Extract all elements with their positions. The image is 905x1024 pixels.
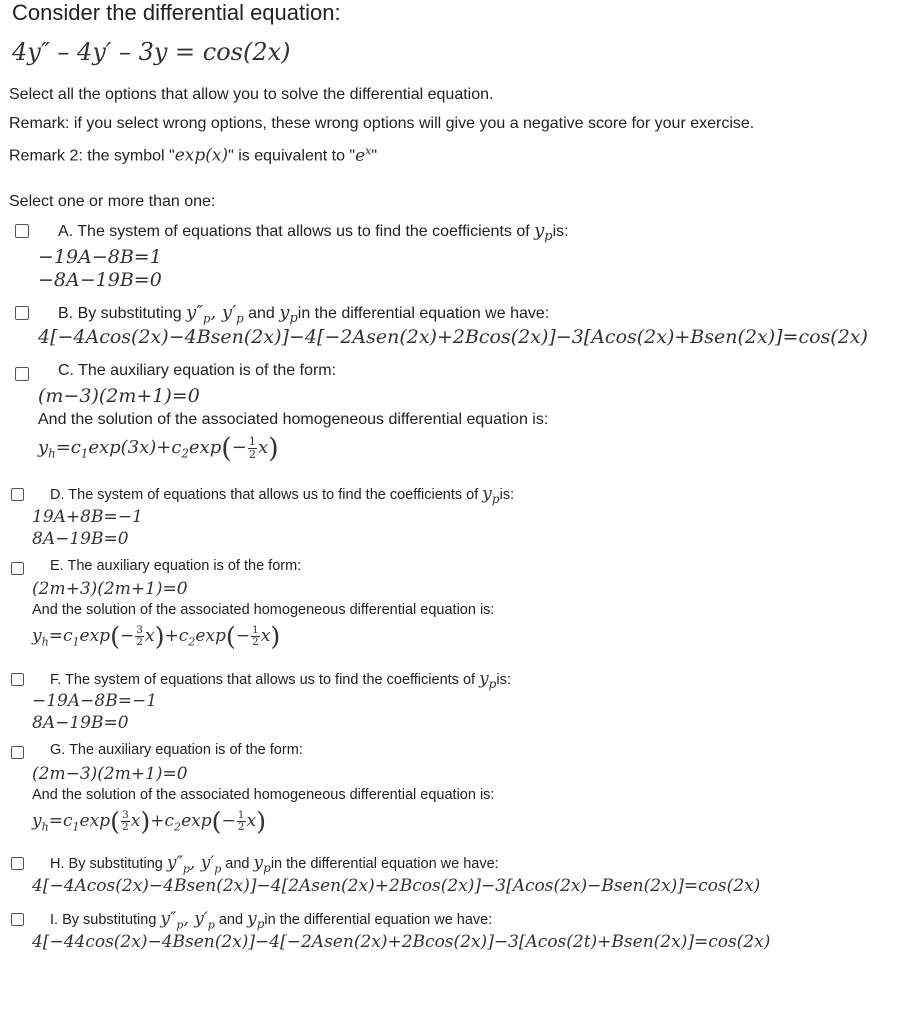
remark2-prefix: Remark 2: the symbol " <box>9 147 175 165</box>
select-label: Select one or more than one: <box>9 193 216 210</box>
option-d-text: D. The system of equations that allows us to find the coefficients of $y_pis$: <box>50 484 515 506</box>
option-c-aux: (m−3)(2m+1)=0 <box>38 385 200 407</box>
checkbox-c[interactable] <box>15 367 29 381</box>
option-b-text: B. By substituting $y''_p$, $y'_p$ and $y_pin$ the differential equation we have: <box>58 302 550 326</box>
option-i-text: I. By substituting $y''_p$, $y'_p$ and $y_pin$ the differential equation we have: <box>50 909 493 932</box>
option-g-hom-text: And the solution of the associated homogeneous differential equation is: <box>32 787 495 803</box>
checkbox-f[interactable] <box>11 673 24 686</box>
option-b-eq: 4[−4Acos(2x)−4Bsen(2x)]−4[−2Asen(2x)+2Bcos(2x)]−3[Acos(2x)+Bsen(2x)]=cos(2x) <box>38 326 868 348</box>
instruction-line-1: Select all the options that allow you to solve the differential equation. <box>9 86 494 103</box>
option-c-text: C. The auxiliary equation is of the form: <box>58 362 337 379</box>
checkbox-h[interactable] <box>11 857 24 870</box>
option-h-text: H. By substituting $y''_p$, $y'_p$ and $y_pin$ the differential equation we have: <box>50 853 499 876</box>
checkbox-d[interactable] <box>11 488 24 501</box>
option-e-solution: $y_h=c_1\exp(-$ $\frac{3}{2}$ $x)+c_2\exp(-$ $\frac{1}{2}$ x) <box>32 622 281 652</box>
checkbox-g[interactable] <box>11 746 24 759</box>
main-equation: 4y″ – 4y′ – 3y = cos(2x) <box>12 38 291 66</box>
e-power-symbol: $e^x$ <box>355 144 372 166</box>
option-e-hom-text: And the solution of the associated homogeneous differential equation is: <box>32 602 495 618</box>
checkbox-e[interactable] <box>11 562 24 575</box>
checkbox-b[interactable] <box>15 306 29 320</box>
option-g-aux: (2m−3)(2m+1)=0 <box>32 764 188 784</box>
remark2-suffix: " <box>371 147 378 165</box>
option-e-aux: (2m+3)(2m+1)=0 <box>32 579 188 599</box>
option-h-eq: 4[−4Acos(2x)−4Bsen(2x)]−4[2Asen(2x)+2Bcos(2x)]−3[Acos(2x)−Bsen(2x)]=cos(2x) <box>32 876 761 896</box>
checkbox-a[interactable] <box>15 224 29 238</box>
option-d-eq1: 19A+8B=−1 <box>32 507 143 527</box>
option-a-eq2: −8A−19B=0 <box>38 269 162 291</box>
option-d-eq2: 8A−19B=0 <box>32 529 129 549</box>
option-a-text: A. The system of equations that allows us to find the coefficients of $y_pis$: <box>58 220 569 244</box>
option-f-eq2: 8A−19B=0 <box>32 713 129 733</box>
option-f-eq1: −19A−8B=−1 <box>32 691 158 711</box>
option-e-text: E. The auxiliary equation is of the form: <box>50 558 302 574</box>
option-g-text: G. The auxiliary equation is of the form: <box>50 742 303 758</box>
instruction-line-2: Remark: if you select wrong options, these wrong options will give you a negative score for your exercise. <box>9 115 755 132</box>
instruction-line-3 <box>9 144 377 166</box>
exp-symbol: exp(x) <box>174 145 229 166</box>
option-g-solution: $y_h=c_1\exp$( $\frac{3}{2}$ $x)+c_2\exp(-$ $\frac{1}{2}$ x) <box>32 807 267 837</box>
question-title: Consider the differential equation: <box>12 0 341 25</box>
checkbox-i[interactable] <box>11 913 24 926</box>
remark2-middle: " is equivalent to " <box>228 147 356 165</box>
option-a-eq1: −19A−8B=1 <box>38 246 162 268</box>
option-f-text: F. The system of equations that allows us to find the coefficients of $y_pis$: <box>50 669 511 691</box>
option-c-hom-text: And the solution of the associated homogeneous differential equation is: <box>38 411 549 428</box>
option-c-solution: $y_h=c_1\exp(3x)+c_2\exp(-$ $\frac{1}{2}$ x) <box>38 433 279 464</box>
option-i-eq: 4[−44cos(2x)−4Bsen(2x)]−4[−2Asen(2x)+2Bcos(2x)]−3[Acos(2t)+Bsen(2x)]=cos(2x) <box>32 932 771 952</box>
